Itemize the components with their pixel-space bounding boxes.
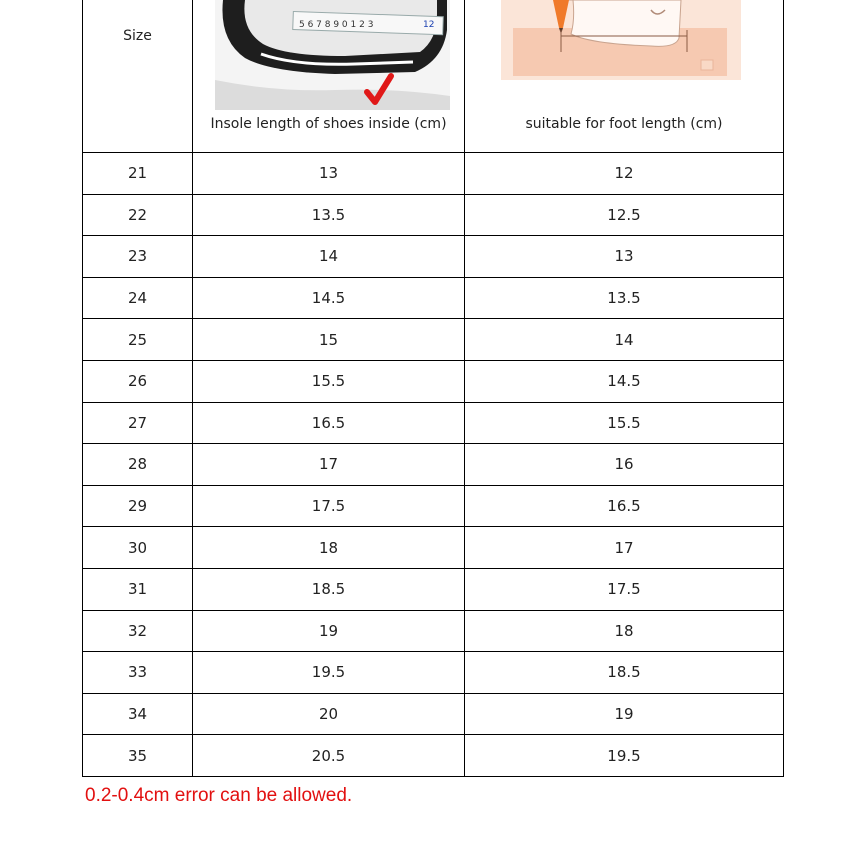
- foot-cell: 12.5: [465, 194, 784, 236]
- insole-cell: 14.5: [193, 277, 465, 319]
- size-cell: 31: [83, 568, 193, 610]
- size-cell: 33: [83, 652, 193, 694]
- table-row: [83, 153, 784, 195]
- table-row: [83, 693, 784, 735]
- size-cell: 24: [83, 277, 193, 319]
- size-chart-table: [82, 0, 784, 777]
- table-row: [83, 319, 784, 361]
- insole-cell: 19: [193, 610, 465, 652]
- foot-cell: 16: [465, 444, 784, 486]
- size-cell: 32: [83, 610, 193, 652]
- size-cell: 34: [83, 693, 193, 735]
- size-cell: 25: [83, 319, 193, 361]
- foot-cell: 17.5: [465, 568, 784, 610]
- table-row: [83, 236, 784, 278]
- table-row: [83, 402, 784, 444]
- size-cell: 27: [83, 402, 193, 444]
- table-row: [83, 735, 784, 777]
- table-header-row: [83, 0, 784, 153]
- size-cell: 30: [83, 527, 193, 569]
- table-row: [83, 485, 784, 527]
- table-row: [83, 527, 784, 569]
- table-row: [83, 610, 784, 652]
- insole-cell: 18.5: [193, 568, 465, 610]
- size-cell: 35: [83, 735, 193, 777]
- insole-cell: 15: [193, 319, 465, 361]
- insole-cell: 13.5: [193, 194, 465, 236]
- size-header-label: Size: [123, 28, 152, 44]
- foot-cell: 13: [465, 236, 784, 278]
- size-cell: 29: [83, 485, 193, 527]
- insole-cell: 13: [193, 153, 465, 195]
- foot-cell: 14: [465, 319, 784, 361]
- foot-cell: 14.5: [465, 360, 784, 402]
- foot-measure-illustration: [501, 0, 741, 80]
- foot-cell: 15.5: [465, 402, 784, 444]
- insole-cell: 14: [193, 236, 465, 278]
- size-cell: 22: [83, 194, 193, 236]
- foot-cell: 19: [465, 693, 784, 735]
- ruler-end-number: 12: [423, 20, 435, 30]
- foot-cell: 16.5: [465, 485, 784, 527]
- foot-cell: 18.5: [465, 652, 784, 694]
- shoe-insole-ruler-photo: [215, 0, 450, 110]
- insole-cell: 15.5: [193, 360, 465, 402]
- size-cell: 26: [83, 360, 193, 402]
- table-row: [83, 568, 784, 610]
- insole-cell: 18: [193, 527, 465, 569]
- size-cell: 23: [83, 236, 193, 278]
- foot-cell: 12: [465, 153, 784, 195]
- table-row: [83, 277, 784, 319]
- insole-cell: 17: [193, 444, 465, 486]
- table-row: [83, 194, 784, 236]
- size-cell: 28: [83, 444, 193, 486]
- insole-cell: 20.5: [193, 735, 465, 777]
- insole-header-label: Insole length of shoes inside (cm): [210, 116, 447, 132]
- insole-header-cell: [193, 0, 465, 153]
- insole-cell: 16.5: [193, 402, 465, 444]
- insole-cell: 19.5: [193, 652, 465, 694]
- insole-cell: 20: [193, 693, 465, 735]
- foot-header-label: suitable for foot length (cm): [525, 116, 723, 132]
- tolerance-note: 0.2-0.4cm error can be allowed.: [85, 785, 353, 806]
- table-row: [83, 360, 784, 402]
- foot-cell: 19.5: [465, 735, 784, 777]
- table-row: [83, 652, 784, 694]
- table-row: [83, 444, 784, 486]
- ruler-digits: 5 6 7 8 9 0 1 2 3: [299, 20, 374, 30]
- size-header-cell: [83, 0, 193, 153]
- insole-cell: 17.5: [193, 485, 465, 527]
- foot-cell: 18: [465, 610, 784, 652]
- foot-cell: 17: [465, 527, 784, 569]
- foot-cell: 13.5: [465, 277, 784, 319]
- foot-header-cell: [465, 0, 784, 153]
- size-cell: 21: [83, 153, 193, 195]
